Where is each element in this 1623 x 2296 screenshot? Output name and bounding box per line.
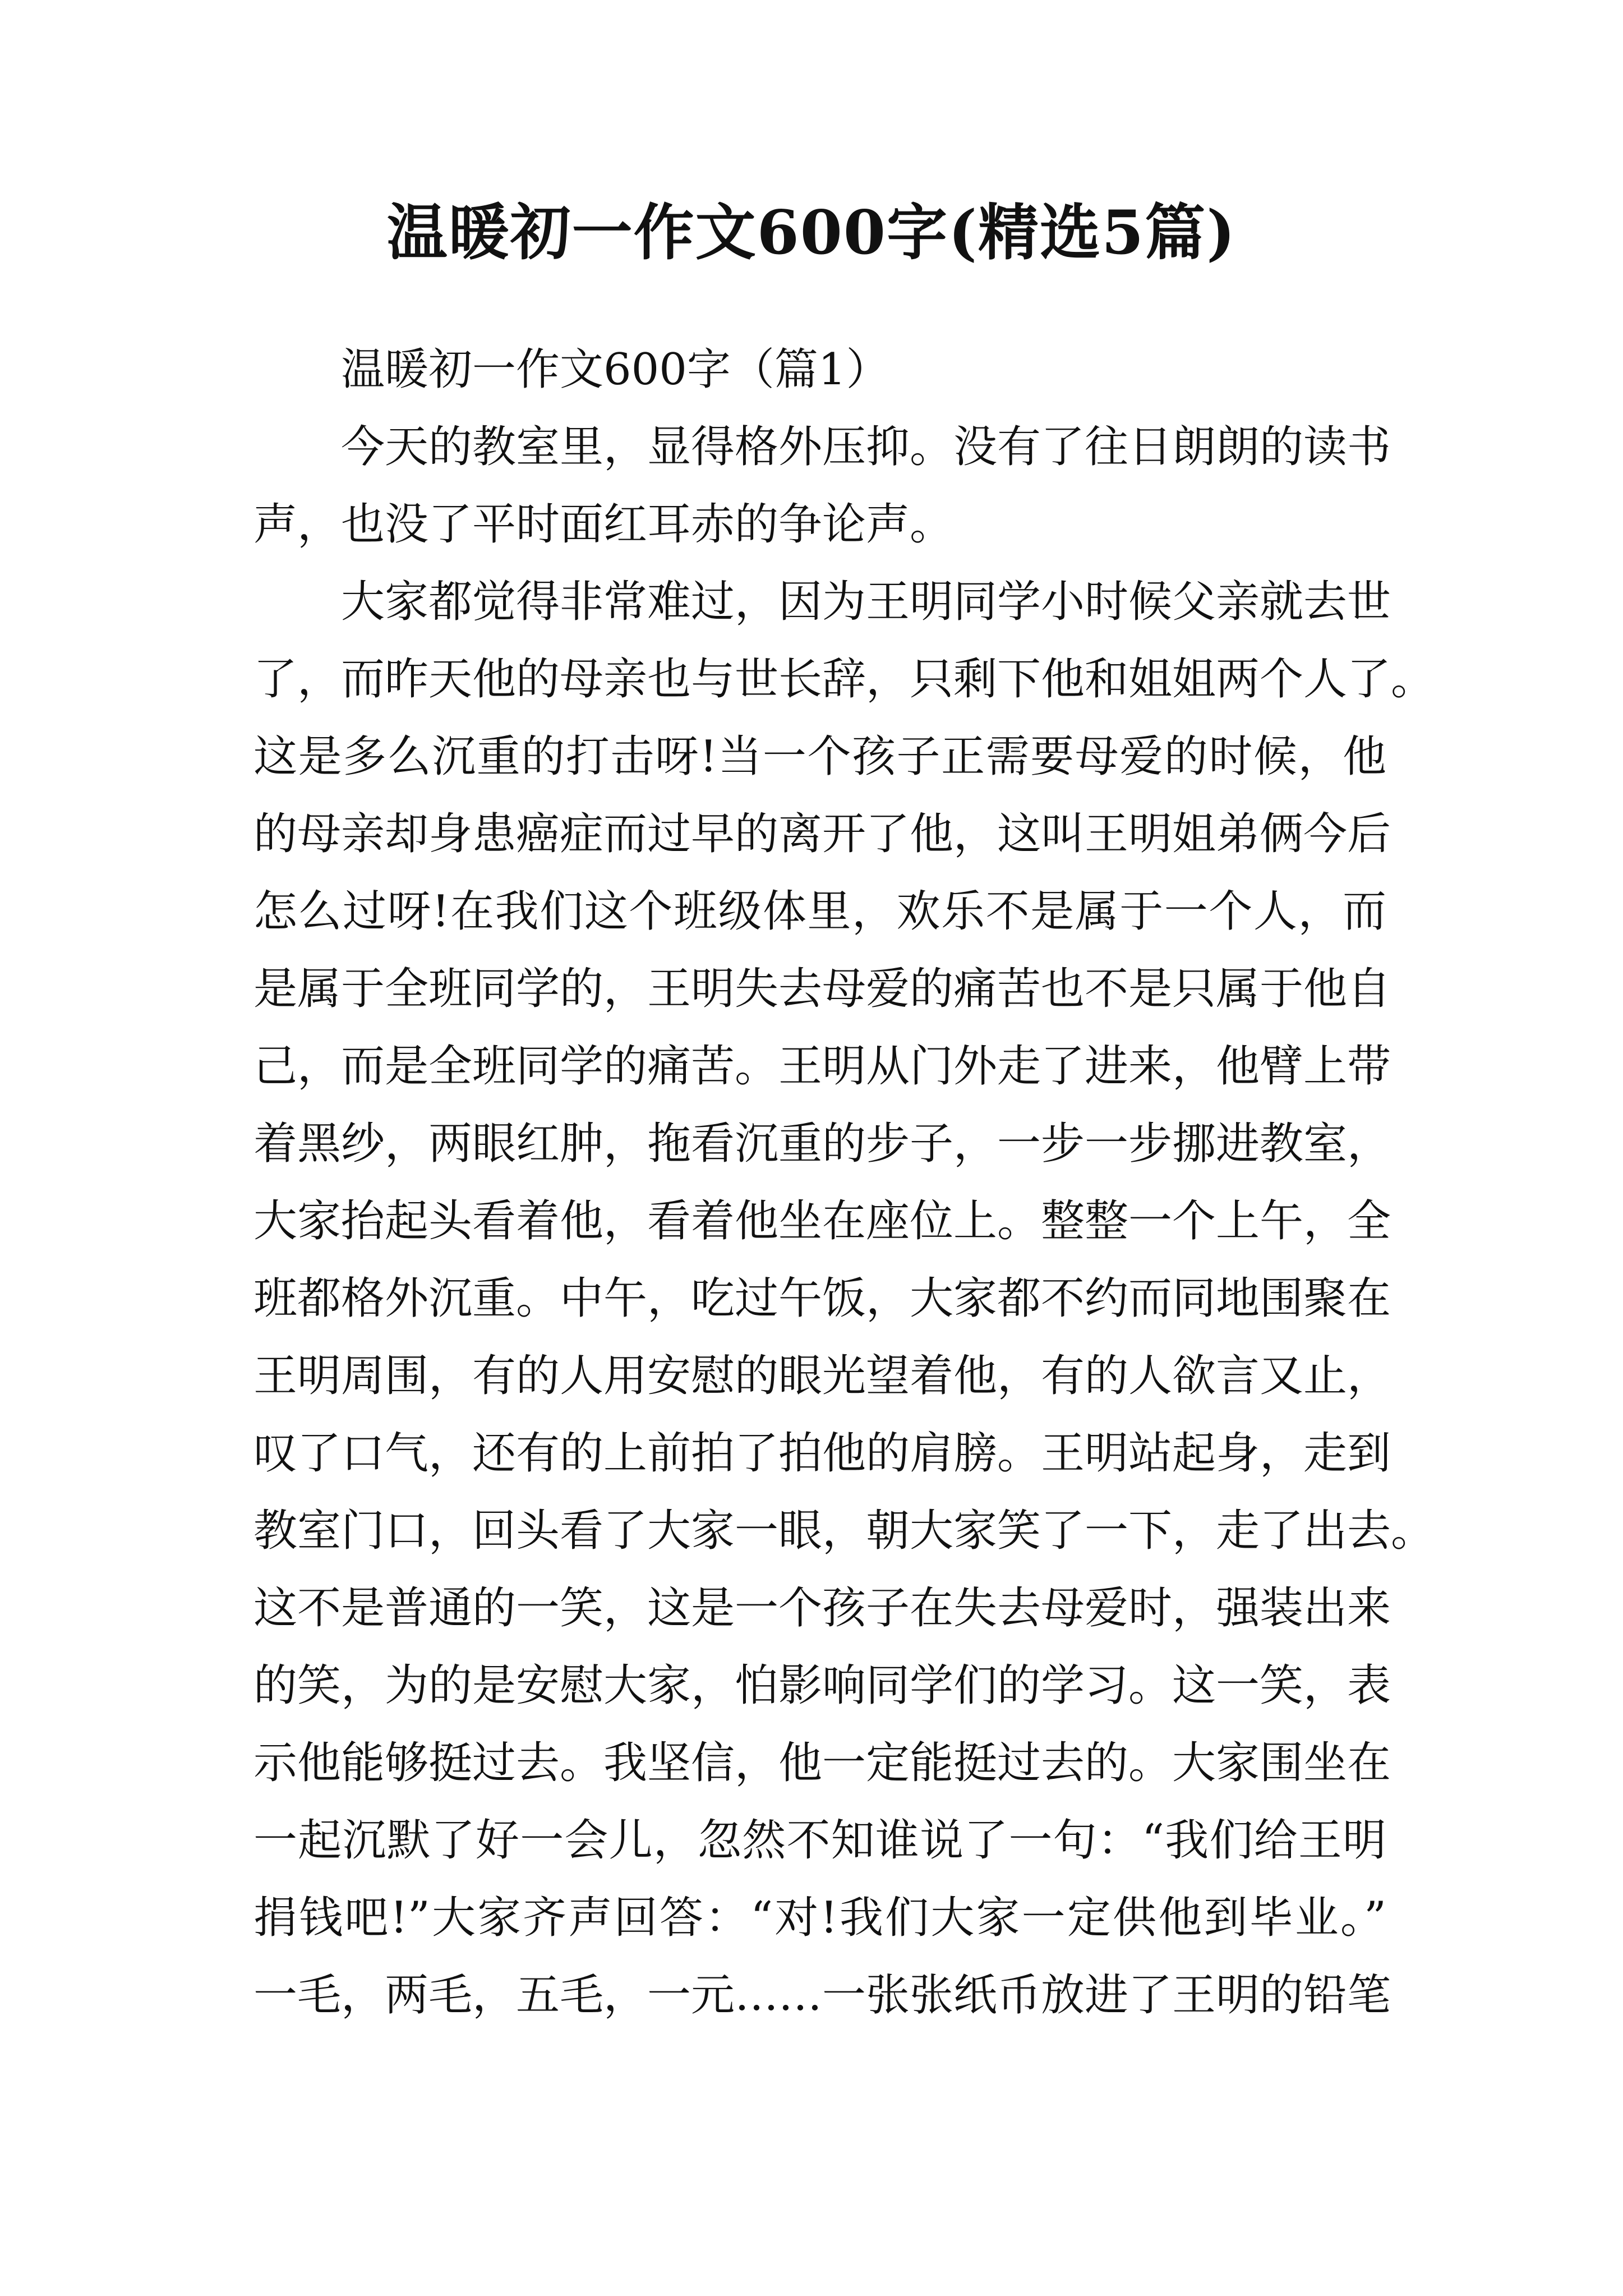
paragraph-line: 这不是普通的一笑，这是一个孩子在失去母爱时，强装出来 bbox=[253, 1583, 1391, 1634]
paragraph-line: 这是多么沉重的打击呀!当一个孩子正需要母爱的时候，他 bbox=[253, 731, 1386, 782]
section-heading: 温暖初一作文600字（篇1） bbox=[341, 344, 890, 395]
paragraph-line: 己，而是全班同学的痛苦。王明从门外走了进来，他臂上带 bbox=[253, 1041, 1391, 1092]
paragraph-line: 的笑，为的是安慰大家，怕影响同学们的学习。这一笑，表 bbox=[253, 1660, 1391, 1711]
paragraph-line: 大家都觉得非常难过，因为王明同学小时候父亲就去世 bbox=[341, 577, 1391, 627]
paragraph-line: 一起沉默了好一会儿，忽然不知谁说了一句：“我们给王明 bbox=[253, 1815, 1386, 1866]
paragraph-line: 是属于全班同学的，王明失去母爱的痛苦也不是只属于他自 bbox=[253, 964, 1391, 1014]
paragraph-line: 今天的教室里，显得格外压抑。没有了往日朗朗的读书 bbox=[341, 422, 1391, 472]
paragraph-line: 一毛，两毛，五毛，一元……一张张纸币放进了王明的铅笔 bbox=[253, 1970, 1391, 2021]
paragraph-line: 叹了口气，还有的上前拍了拍他的肩膀。王明站起身，走到 bbox=[253, 1428, 1391, 1479]
paragraph-line: 班都格外沉重。中午，吃过午饭，大家都不约而同地围聚在 bbox=[253, 1273, 1391, 1324]
paragraph-line: 王明周围，有的人用安慰的眼光望着他，有的人欲言又止， bbox=[253, 1351, 1391, 1401]
document-title: 温暖初一作文600字(精选5篇) bbox=[386, 197, 1237, 268]
paragraph-line: 声，也没了平时面红耳赤的争论声。 bbox=[253, 499, 954, 550]
paragraph-line: 示他能够挺过去。我坚信，他一定能挺过去的。大家围坐在 bbox=[253, 1738, 1391, 1788]
paragraph-line: 的母亲却身患癌症而过早的离开了他，这叫王明姐弟俩今后 bbox=[253, 809, 1391, 859]
paragraph-line: 着黑纱，两眼红肿，拖看沉重的步子，一步一步挪进教室， bbox=[253, 1119, 1391, 1169]
paragraph-line: 捐钱吧!”大家齐声回答：“对!我们大家一定供他到毕业。” bbox=[253, 1893, 1386, 1943]
document-body bbox=[253, 331, 1435, 2034]
paragraph-line: 教室门口，回头看了大家一眼，朝大家笑了一下，走了出去。 bbox=[253, 1506, 1435, 1556]
paragraph-line: 怎么过呀!在我们这个班级体里，欢乐不是属于一个人，而 bbox=[253, 886, 1386, 937]
paragraph-line: 了，而昨天他的母亲也与世长辞，只剩下他和姐姐两个人了。 bbox=[253, 654, 1435, 705]
paragraph-line: 大家抬起头看着他，看着他坐在座位上。整整一个上午，全 bbox=[253, 1196, 1391, 1246]
